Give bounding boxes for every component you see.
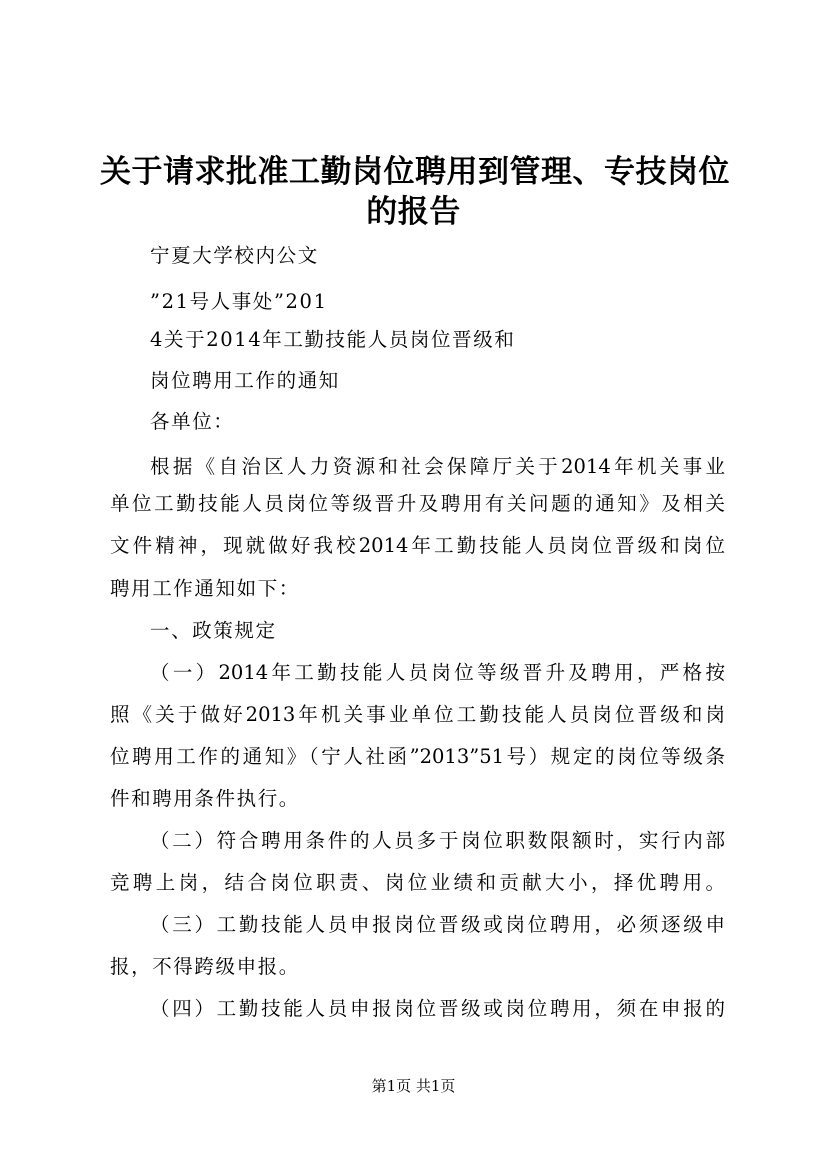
- paragraph-line: （二）符合聘用条件的人员多于岗位职数限额时，实行内部: [150, 829, 725, 852]
- notice-title-line-2: 岗位聘用工作的通知: [150, 369, 340, 392]
- salutation: 各单位：: [150, 410, 235, 433]
- paragraph-line: 报，不得跨级申报。: [110, 955, 300, 978]
- paragraph-line: 照《关于做好2013年机关事业单位工勤技能人员岗位晋级和岗: [110, 703, 725, 726]
- page-number: 第1页 共1页: [371, 1077, 456, 1095]
- paragraph-line: （三）工勤技能人员申报岗位晋级或岗位聘用，必须逐级申: [150, 913, 725, 936]
- paragraph-line: 根据《自治区人力资源和社会保障厅关于2014年机关事业: [150, 455, 725, 478]
- paragraph-line: 单位工勤技能人员岗位等级晋升及聘用有关问题的通知》及相关: [110, 492, 725, 515]
- document-title-line-1: 关于请求批准工勤岗位聘用到管理、专技岗位: [100, 154, 730, 190]
- doc-number-line: ”21号人事处”201: [150, 290, 328, 313]
- paragraph-line: 件和聘用条件执行。: [110, 787, 300, 810]
- paragraph-line: （一）2014年工勤技能人员岗位等级晋升及聘用，严格按: [150, 661, 725, 684]
- notice-title-line-1: 4关于2014年工勤技能人员岗位晋级和: [150, 328, 516, 351]
- paragraph-line: 聘用工作通知如下：: [110, 577, 300, 600]
- paragraph-line: 竞聘上岗，结合岗位职责、岗位业绩和贡献大小，择优聘用。: [110, 871, 725, 894]
- paragraph-line: 位聘用工作的通知》（宁人社函”2013”51号）规定的岗位等级条: [110, 745, 725, 768]
- document-title-line-2: 的报告: [366, 194, 461, 230]
- paragraph-line: （四）工勤技能人员申报岗位晋级或岗位聘用，须在申报的: [150, 997, 725, 1020]
- section-heading: 一、政策规定: [150, 619, 277, 642]
- issuer-line: 宁夏大学校内公文: [150, 244, 319, 267]
- paragraph-line: 文件精神，现就做好我校2014年工勤技能人员岗位晋级和岗位: [110, 534, 725, 557]
